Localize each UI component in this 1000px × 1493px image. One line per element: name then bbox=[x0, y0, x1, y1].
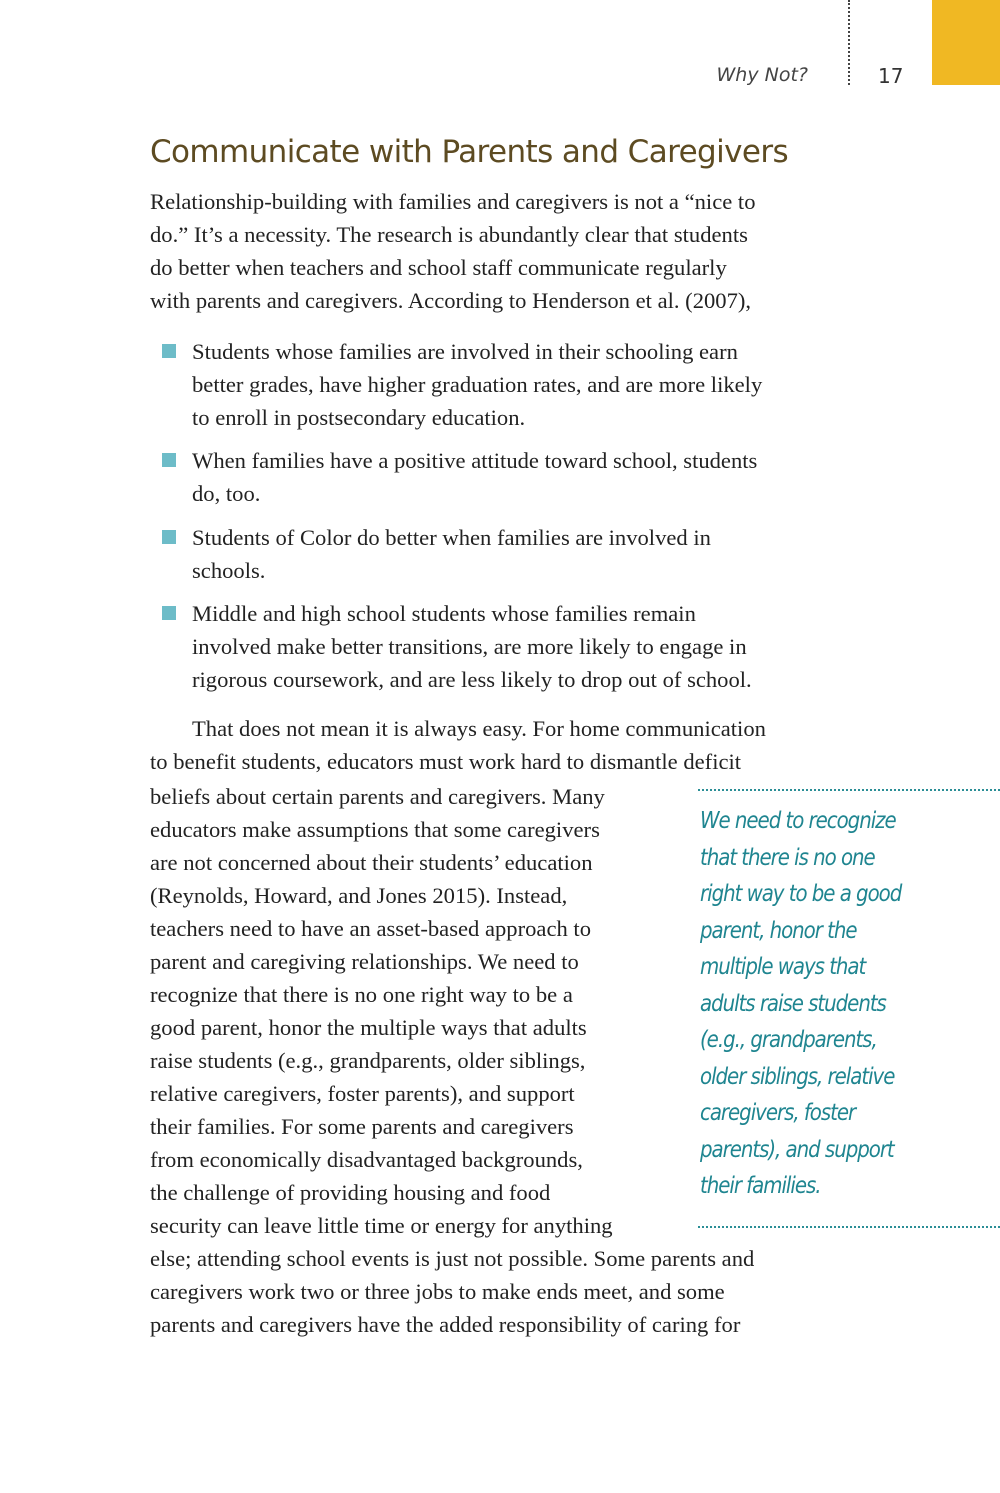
text-line: Students whose families are involved in their schooling earn bbox=[192, 339, 738, 364]
pull-quote-line: right way to be a good bbox=[700, 881, 902, 907]
text-line: Students of Color do better when families are involved in bbox=[192, 525, 711, 550]
square-bullet-icon bbox=[162, 453, 176, 467]
text-line: rigorous coursework, and are less likely to drop out of school. bbox=[192, 667, 752, 692]
text-line: (Reynolds, Howard, and Jones 2015). Instead, bbox=[150, 883, 568, 908]
running-head: Why Not? bbox=[716, 64, 808, 86]
text-line: good parent, honor the multiple ways that adults bbox=[150, 1015, 587, 1040]
text-line: parent and caregiving relationships. We need to bbox=[150, 949, 579, 974]
pull-quote-line: parent, honor the bbox=[700, 918, 857, 944]
text-line: Relationship-building with families and caregivers is not a “nice to bbox=[150, 189, 756, 214]
text-line: to benefit students, educators must work hard to dismantle deficit bbox=[150, 749, 742, 774]
pull-quote-line: their families. bbox=[700, 1173, 821, 1199]
text-line: are not concerned about their students’ education bbox=[150, 850, 593, 875]
text-line: involved make better transitions, are more likely to engage in bbox=[192, 634, 747, 659]
text-line: parents and caregivers have the added responsibility of caring for bbox=[150, 1312, 741, 1337]
text-line: caregivers work two or three jobs to make ends meet, and some bbox=[150, 1279, 725, 1304]
pull-quote-top-rule bbox=[698, 789, 1000, 791]
pull-quote-line: parents), and support bbox=[700, 1137, 894, 1163]
text-line: recognize that there is no one right way to be a bbox=[150, 982, 573, 1007]
square-bullet-icon bbox=[162, 344, 176, 358]
pull-quote-line: adults raise students bbox=[700, 991, 886, 1017]
text-line: When families have a positive attitude toward school, students bbox=[192, 448, 758, 473]
header-dotted-divider bbox=[848, 0, 850, 85]
pull-quote-line: We need to recognize bbox=[700, 808, 896, 834]
text-line: from economically disadvantaged backgrounds, bbox=[150, 1147, 583, 1172]
text-line: relative caregivers, foster parents), and support bbox=[150, 1081, 575, 1106]
pull-quote-line: older siblings, relative bbox=[700, 1064, 895, 1090]
text-line: with parents and caregivers. According to Henderson et al. (2007), bbox=[150, 288, 752, 313]
text-line: do, too. bbox=[192, 481, 261, 506]
text-line: their families. For some parents and caregivers bbox=[150, 1114, 574, 1139]
chapter-color-tab bbox=[932, 0, 1000, 85]
text-line: Middle and high school students whose families remain bbox=[192, 601, 696, 626]
pull-quote-line: that there is no one bbox=[700, 845, 875, 871]
text-line: to enroll in postsecondary education. bbox=[192, 405, 526, 430]
text-line: better grades, have higher graduation rates, and are more likely bbox=[192, 372, 763, 397]
text-line: That does not mean it is always easy. For home communication bbox=[192, 716, 766, 741]
text-line: schools. bbox=[192, 558, 266, 583]
page-number: 17 bbox=[878, 64, 904, 88]
text-line: do.” It’s a necessity. The research is abundantly clear that students bbox=[150, 222, 748, 247]
pull-quote-bottom-rule bbox=[698, 1226, 1000, 1228]
text-line: security can leave little time or energy for anything bbox=[150, 1213, 613, 1238]
text-line: the challenge of providing housing and food bbox=[150, 1180, 551, 1205]
text-line: raise students (e.g., grandparents, older siblings, bbox=[150, 1048, 586, 1073]
text-line: educators make assumptions that some caregivers bbox=[150, 817, 600, 842]
pull-quote-line: (e.g., grandparents, bbox=[700, 1027, 877, 1053]
pull-quote-line: multiple ways that bbox=[700, 954, 866, 980]
section-title: Communicate with Parents and Caregivers bbox=[150, 134, 789, 170]
text-line: do better when teachers and school staff communicate regularly bbox=[150, 255, 727, 280]
pull-quote-line: caregivers, foster bbox=[700, 1100, 856, 1126]
text-line: teachers need to have an asset-based approach to bbox=[150, 916, 591, 941]
text-line: else; attending school events is just not possible. Some parents and bbox=[150, 1246, 755, 1271]
square-bullet-icon bbox=[162, 606, 176, 620]
text-line: beliefs about certain parents and caregivers. Many bbox=[150, 784, 605, 809]
square-bullet-icon bbox=[162, 530, 176, 544]
